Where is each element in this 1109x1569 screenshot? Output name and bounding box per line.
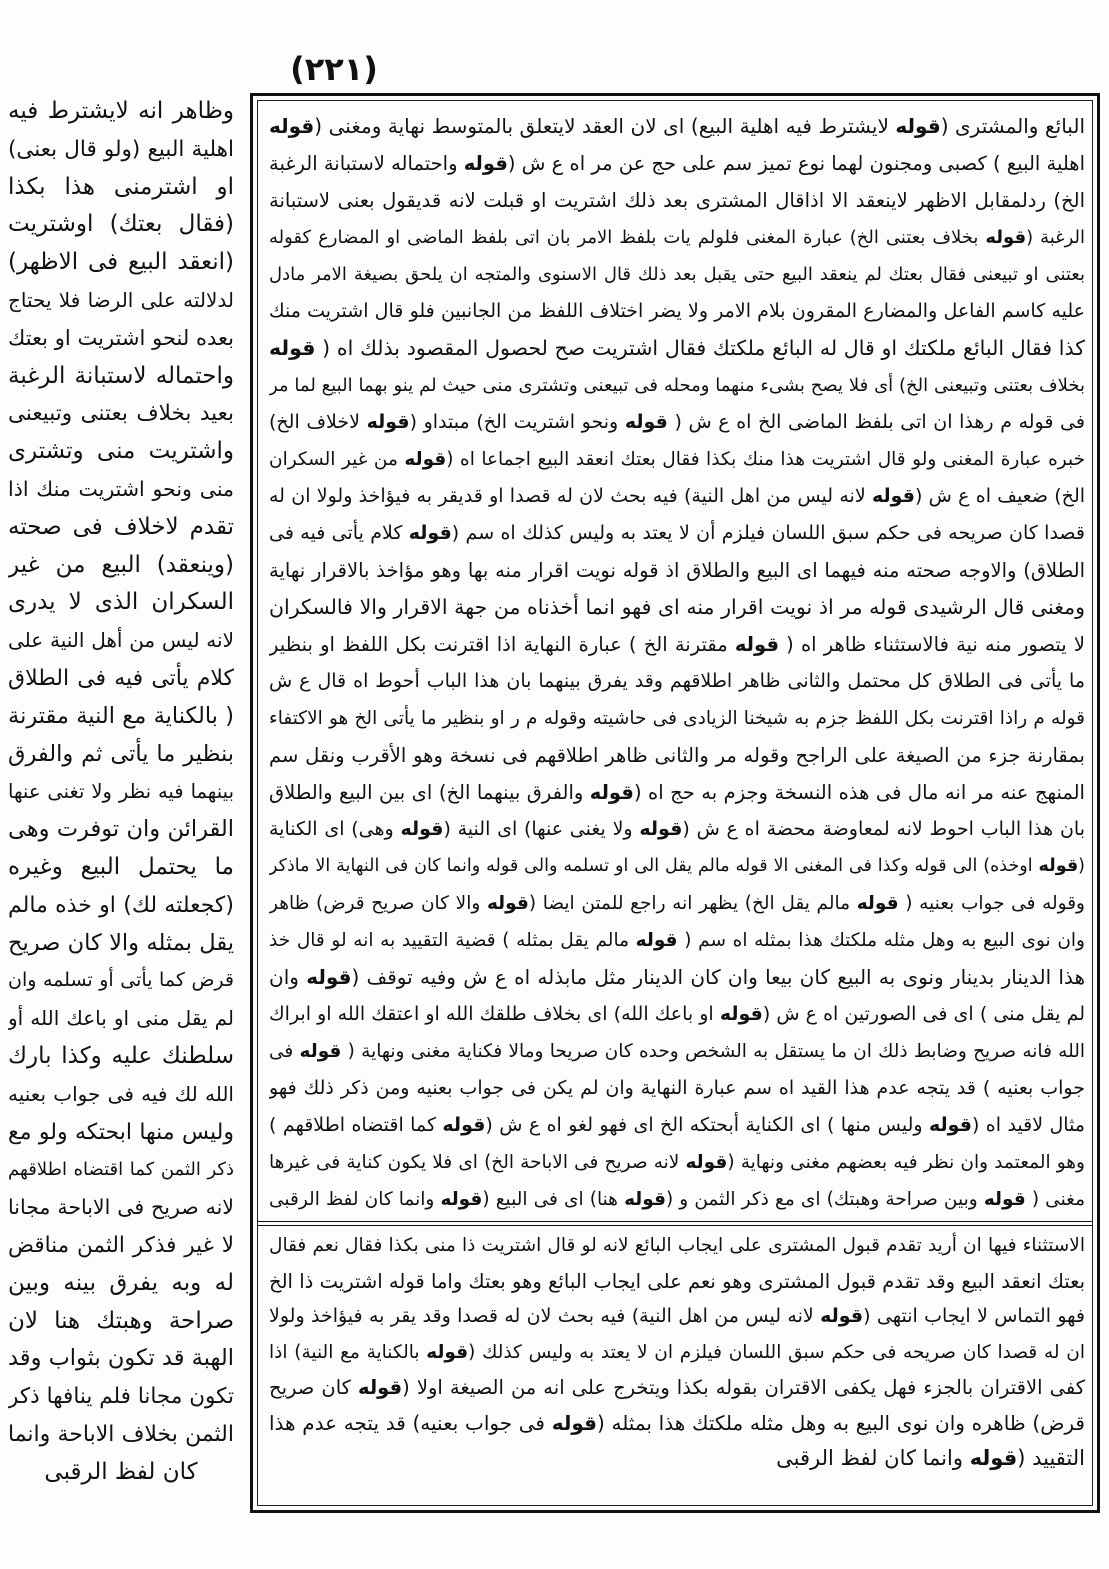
commentary-line: قصدا كان صريحه فى حكم سبق اللسان فيلزم أن لا يعتد به وليس كذلك اه سم (قوله كلام يأتى فيه فى	[269, 522, 1085, 544]
qawluhu-marker: قوله	[463, 152, 508, 175]
matn-line: (كجعلته لك) او خذه مالم	[8, 892, 234, 918]
qawluhu-marker: قوله	[589, 781, 634, 804]
commentary-line: الرغبة (قوله بخلاف بعتنى الخ) عبارة المغنى فلولم يات بلفظ الامر بان اتى بلفظ الماضى او المضارع كقوله	[269, 227, 1085, 248]
qawluhu-marker: قوله	[624, 1189, 666, 1210]
matn-line: ما يحتمل البيع وغيره	[8, 853, 234, 880]
qawluhu-marker: قوله	[408, 522, 452, 544]
qawluhu-marker: قوله	[551, 1410, 597, 1435]
qawluhu-marker: قوله	[983, 1189, 1026, 1210]
matn-line: بينهما فيه نظر ولا تغنى عنها	[8, 780, 234, 804]
commentary-line: البائع والمشترى (قوله لايشترط فيه اهلية البيع) اى لان العقد لايتعلق بالمتوسط نهاية ومغنى (قوله	[269, 114, 1085, 138]
commentary-line: كفى الاقتران بالجزء فهل يكفى الاقتران بقوله بكذا ويتخرج على انه من الصيغة اولا (قوله كان صريح	[269, 1376, 1085, 1399]
matn-line: القرائن وان توفرت وهى	[8, 816, 234, 843]
qawluhu-marker: قوله	[358, 1376, 403, 1399]
qawluhu-marker: قوله	[426, 1341, 469, 1363]
matn-line: كلام يأتى فيه فى الطلاق	[8, 665, 234, 691]
matn-line: واشتريت منى وتشترى	[8, 438, 234, 465]
qawluhu-marker: قوله	[1038, 856, 1079, 876]
matn-line: تكون مجانا فلم ينافها ذكر	[8, 1384, 234, 1410]
matn-line: منى ونحو اشتريت منك اذا	[8, 476, 234, 501]
commentary-line: التقييد (قوله وانما كان لفظ الرقبى	[776, 1446, 1085, 1470]
qawluhu-marker: قوله	[871, 485, 915, 507]
matn-line: الله لك فيه فى جواب بعنيه	[8, 1081, 234, 1106]
commentary-line: بخلاف بعتنى وتبيعنى الخ) أى فلا يصح بشىء منهما ومحله فى تبيعنى وتشترى منى حيث لم ينو بهما البيع لما مر	[269, 375, 1085, 396]
matn-line: ذكر الثمن كما اقتضاه اطلاقهم	[8, 1159, 234, 1181]
commentary-line: الخ) ضعيف اه ع ش (قوله لانه ليس من اهل النية) فيه بحث لان له قصدا او قديقر به فيؤاخذ ولولا ان له	[269, 485, 1085, 507]
commentary-line: وقوله فى جواب بعنيه ( قوله مالم يقل الخ) يظهر انه راجع للمتن ايضا (قوله والا كان صريح قرض) ظاهر	[269, 893, 1085, 914]
matn-line: بنظير ما يأتى ثم والفرق	[8, 740, 234, 767]
commentary-line: اهلية البيع ) كصبى ومجنون لهما نوع تميز سم على حج عن مر اه ع ش (قوله واحتماله لاستبانة الرغبة	[269, 152, 1085, 175]
commentary-line: ان له قصدا كان صريحه فى حكم سبق اللسان فيلزم ان لا يعتد به وليس كذلك (قوله بالكناية مع النية) اذا	[269, 1341, 1085, 1363]
matn-line: صراحة وهبتك هنا لان	[8, 1307, 234, 1334]
qawluhu-marker: قوله	[269, 114, 315, 138]
commentary-line: لا يتصور منه نية فالاستثناء ظاهر اه ( قوله مقترنة الخ ) عبارة النهاية اذا اقترنت بكل اللفظ او بنظير	[269, 633, 1085, 656]
matn-line: لا غير فذكر الثمن مناقض	[8, 1232, 234, 1258]
upper-commentary	[269, 108, 1085, 1218]
matn-line: الهبة قد تكون بثواب وقد	[8, 1345, 234, 1372]
commentary-line: وان نوى البيع به وهل مثله ملكتك هذا بمثله اه سم ( قوله مالم يقل بمثله ) قضية التقييد به انه لو قال خذ	[269, 930, 1085, 951]
commentary-line: ما يأتى فى الطلاق كل محتمل والثانى ظاهر اطلاقهم وقد يفرق بينهما بان هذا الباب أحوط اه قال ع ش	[269, 670, 1085, 692]
commentary-line: فهو التماس لا ايجاب انتهى (قوله لانه ليس من اهل النية) فيه بحث لان له قصدا وقد يقر به فيؤاخذ ولولا	[269, 1305, 1085, 1327]
commentary-line: هذا الدينار بدينار ونوى به البيع كان بيعا وان كان الدينار مثل مابذله اه ع ش وفيه توقف (قوله وان	[269, 965, 1085, 989]
matn-column	[8, 93, 234, 1491]
commentary-line: كذا فقال البائع ملكتك او قال له البائع ملكتك فقال اشتريت صح لحصول المقصود بذلك اه ( قوله	[269, 336, 1085, 360]
qawluhu-marker: قوله	[928, 1114, 972, 1136]
lower-commentary	[269, 1228, 1085, 1477]
commentary-line: الطلاق) والاوجه صحته منه فيهما اى البيع والطلاق اذ قوله نويت اقرار منه بها وهو مؤاخذ بالاقرار نهاية	[269, 559, 1085, 582]
commentary-line: خبره عبارة المغنى ولو قال اشتريت هذا منك بكذا فقال بعتك انعقد البيع اجماعا اه (قوله من غير السكران	[269, 449, 1085, 470]
matn-line: وليس منها ابحتكه ولو مع	[8, 1119, 234, 1145]
matn-line: كان لفظ الرقبى	[44, 1458, 198, 1485]
matn-line: يقل بمثله والا كان صريح	[8, 929, 234, 956]
qawluhu-marker: قوله	[366, 411, 410, 433]
commentary-line: الاستثناء فيها ان أريد تقدم قبول المشترى على ايجاب البائع لانه لو قال اشتريت ذا منى بكذا فقال نعم فقال	[269, 1235, 1085, 1256]
commentary-line: قوله م راذا اقترنت بكل اللفظ جزم به شيخنا الزيادى فى حاشيته وقوله م ر او بنظير ما يأتى الخ هو الاكتفاء	[269, 708, 1085, 729]
matn-line: لانه ليس من أهل النية على	[8, 628, 234, 653]
qawluhu-marker: قوله	[442, 1114, 486, 1136]
matn-line: (وينعقد) البيع من غير	[8, 551, 234, 578]
matn-line: او اشترمنى هذا بكذا	[8, 173, 234, 200]
matn-line: له وبه يفرق بينه وبين	[8, 1269, 234, 1296]
qawluhu-marker: قوله	[856, 893, 899, 914]
commentary-line: وهو المعتمد وان نظر فيه بعضهم مغنى ونهاية (قوله لانه صريح فى الاباحة الخ) اى فلا يكون كناية فى غيرها	[269, 1152, 1085, 1173]
commentary-line: (قوله اوخذه) الى قوله وكذا فى المغنى الا قوله مالم يقل الى او تسلمه والى قوله وانما كان فى النهاية الا ماذكر	[269, 856, 1085, 876]
commentary-line: المنهج عنه مر انه مال فى هذه النسخة وجزم به حج اه (قوله والفرق بينهما الخ) اى بين البيع والطلاق	[269, 781, 1085, 804]
matn-line: ( بالكناية مع النية مقترنة	[8, 702, 234, 729]
commentary-line: مثال لاقيد اه (قوله وليس منها ) اى الكناية أبحتكه الخ اى فهو لغو اه ع ش (قوله كما اقتضاه اطلاقهم )	[269, 1114, 1085, 1136]
matn-line: قرض كما يأتى أو تسلمه وان	[8, 969, 234, 992]
commentary-line: جواب بعنيه ) قد يتجه عدم هذا القيد اه سم عبارة النهاية وان لم يكن فى جواب بعنيه ومن ذكر ذلك فهو	[269, 1077, 1085, 1099]
commentary-frame	[250, 93, 1100, 1513]
matn-line: (فقال بعتك) اوشتريت	[8, 211, 234, 238]
qawluhu-marker: قوله	[985, 227, 1027, 248]
matn-line: الثمن بخلاف الاباحة وانما	[8, 1421, 234, 1447]
commentary-line: الله فانه صريح وضابط ذلك ان ما يستقل به الشخص وحده كان صريحا ومالا فكناية مغنى ونهاية ( قوله فى	[269, 1041, 1085, 1062]
matn-line: السكران الذى لا يدرى	[8, 589, 234, 616]
commentary-line: مغنى ( قوله وبين صراحة وهبتك) اى مع ذكر الثمن و (قوله هنا) اى فى البيع (قوله وانما كان لفظ الرقبى	[269, 1189, 1085, 1210]
commentary-line: ومغنى قال الرشيدى قوله مر اذ نويت اقرار منه اى فهو انما أخذناه من جهة الاقرار والا فالسكران	[269, 595, 1085, 619]
matn-line: اهلية البيع (ولو قال بعنى)	[8, 136, 234, 162]
commentary-line: عليه كاسم الفاعل والمضارع المقرون بلام الامر ولا يضر اختلاف اللفظ من الجانبين فلو قال اشتريت منك	[269, 300, 1085, 322]
qawluhu-marker: قوله	[820, 1305, 864, 1327]
qawluhu-marker: قوله	[400, 818, 444, 840]
matn-line: بعده لنحو اشتريت او بعتك	[8, 325, 234, 350]
matn-line: لدلالته على الرضا فلا يحتاج	[8, 287, 234, 312]
qawluhu-marker: قوله	[486, 893, 529, 914]
commentary-line: لم يقل منى ) اى فى الصورتين اه ع ش (قوله او باعك الله) اى بخلاف طلقك الله او اعتقك الله او ابراك	[269, 1003, 1085, 1025]
matn-line: وظاهر انه لايشترط فيه	[8, 98, 234, 124]
matn-line: تقدم لاخلاف فى صحته	[8, 513, 234, 540]
qawluhu-marker: قوله	[639, 818, 683, 840]
matn-line: بعيد بخلاف بعتنى وتبيعنى	[8, 401, 234, 427]
qawluhu-marker: قوله	[404, 449, 447, 470]
matn-line: سلطنك عليه وكذا بارك	[8, 1042, 234, 1069]
commentary-line: الخ) ردلمقابل الاظهر لاينعقد الا اذاقال المشترى بعد ذلك اشتريت او قبلت لانه قديقول بعنى لاستبانة	[269, 189, 1085, 212]
qawluhu-marker: قوله	[306, 965, 352, 989]
commentary-line: بان هذا الباب احوط لانه لمعاوضة محضة اه ع ش (قوله ولا يغنى عنها) اى النية (قوله وهى) اى الكناية	[269, 818, 1085, 840]
qawluhu-marker: قوله	[299, 1041, 342, 1062]
commentary-line: بعتنى او تبيعنى فقال بعتك لم ينعقد البيع حتى يقبل بعد ذلك قال الاسنوى والمتجه ان يلحق بصيغة الامر مادل	[269, 264, 1085, 285]
page-number: (۲۲۱)	[290, 50, 378, 88]
qawluhu-marker: قوله	[969, 1446, 1018, 1470]
commentary-line: بعتك انعقد البيع وقد تقدم قبول المشترى وهو نعم على ايجاب البائع وهو بعتك واما قوله اشتريت ذا الخ	[269, 1269, 1085, 1293]
matn-line: (انعقد البيع فى الاظهر)	[8, 249, 234, 276]
section-divider	[257, 1221, 1093, 1226]
commentary-line: قرض) ظاهره وان نوى البيع به وهل مثله ملكتك هذا بمثله (قوله فى جواب بعنيه) قد يتجه عدم هذا	[269, 1410, 1085, 1435]
commentary-line: بمقارنة جزء من الصيغة على الراجح وقوله مر والثانى ظاهر اطلاقهم فى نسخة وهو الأقرب ونقل سم	[269, 744, 1085, 767]
qawluhu-marker: قوله	[635, 930, 678, 951]
qawluhu-marker: قوله	[719, 1003, 763, 1025]
qawluhu-marker: قوله	[624, 411, 668, 433]
qawluhu-marker: قوله	[269, 336, 316, 360]
qawluhu-marker: قوله	[685, 1152, 728, 1173]
qawluhu-marker: قوله	[440, 1189, 483, 1210]
matn-line: لم يقل منى او باعك الله أو	[8, 1006, 234, 1031]
matn-line: واحتماله لاستبانة الرغبة	[8, 362, 234, 389]
commentary-line: فى قوله م رهذا ان اتى بلفظ الماضى الخ اه ع ش ( قوله ونحو اشتريت الخ) مبتداو (قوله لاخلاف الخ)	[269, 411, 1085, 433]
qawluhu-marker: قوله	[895, 114, 941, 138]
matn-line: لانه صريح فى الاباحة مجانا	[8, 1195, 234, 1220]
qawluhu-marker: قوله	[734, 633, 779, 656]
